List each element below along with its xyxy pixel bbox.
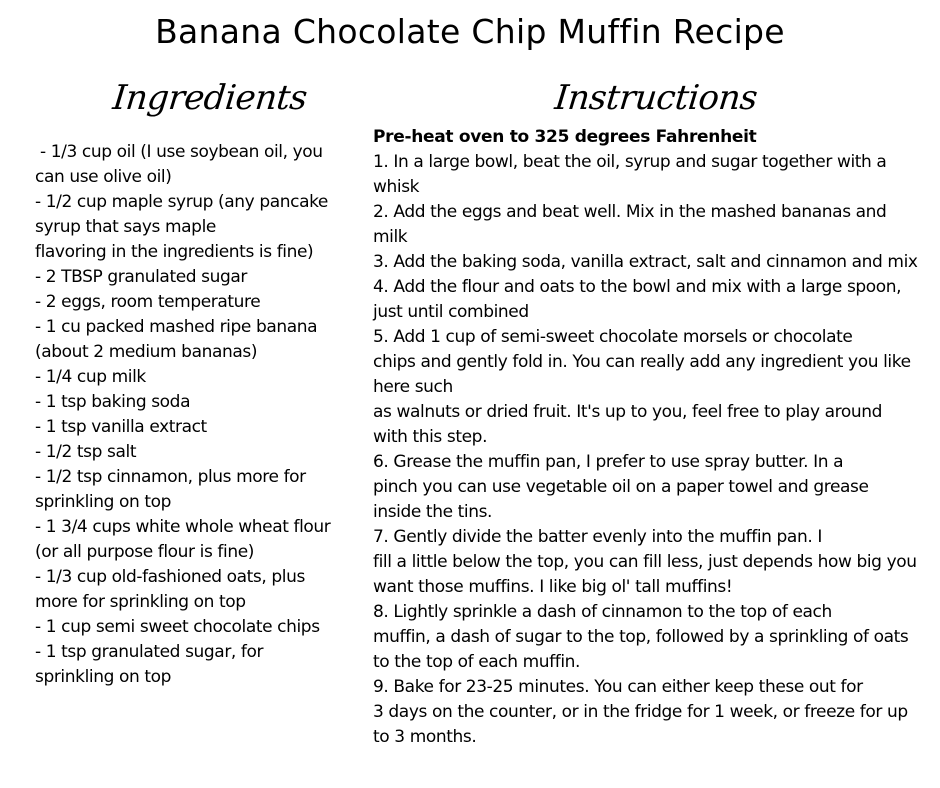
instruction-line: 9. Bake for 23-25 minutes. You can either keep these out for (373, 677, 863, 697)
instruction-line: to the top of each muffin. (373, 652, 581, 672)
ingredient-line: - 1 cu packed mashed ripe banana (35, 317, 318, 337)
instruction-line: chips and gently fold in. You can really add any ingredient you like (373, 352, 911, 372)
instruction-line: 3. Add the baking soda, vanilla extract, salt and cinnamon and mix (373, 252, 918, 272)
ingredient-line: sprinkling on top (35, 667, 172, 687)
ingredient-line: - 1 tsp baking soda (35, 392, 191, 412)
instruction-line: as walnuts or dried fruit. It's up to you, feel free to play around (373, 402, 882, 422)
instructions-heading: Instructions (552, 78, 760, 118)
instruction-line: here such (373, 377, 453, 397)
ingredient-line: (about 2 medium bananas) (35, 342, 258, 362)
instruction-line: 5. Add 1 cup of semi-sweet chocolate morsels or chocolate (373, 327, 853, 347)
ingredient-line: - 1/3 cup old-fashioned oats, plus (35, 567, 305, 587)
ingredient-line: (or all purpose flour is fine) (35, 542, 254, 562)
ingredient-line: flavoring in the ingredients is fine) (35, 242, 314, 262)
instruction-line: with this step. (373, 427, 488, 447)
ingredients-list (35, 140, 355, 690)
ingredient-line: - 1/2 cup maple syrup (any pancake (35, 192, 328, 212)
ingredient-line: sprinkling on top (35, 492, 172, 512)
instruction-line: just until combined (373, 302, 529, 322)
ingredient-line: - 1 tsp granulated sugar, for (35, 642, 264, 662)
instruction-line: muffin, a dash of sugar to the top, followed by a sprinkling of oats (373, 627, 909, 647)
instruction-line: 4. Add the flour and oats to the bowl and mix with a large spoon, (373, 277, 902, 297)
instruction-line: 3 days on the counter, or in the fridge for 1 week, or freeze for up (373, 702, 908, 722)
ingredient-line: more for sprinkling on top (35, 592, 246, 612)
instruction-line: pinch you can use vegetable oil on a paper towel and grease (373, 477, 869, 497)
instructions-list (373, 125, 933, 750)
ingredient-line: - 1 3/4 cups white whole wheat flour (35, 517, 331, 537)
instruction-line: 1. In a large bowl, beat the oil, syrup and sugar together with a (373, 152, 887, 172)
ingredient-line: - 2 eggs, room temperature (35, 292, 261, 312)
instruction-line: fill a little below the top, you can fill less, just depends how big you (373, 552, 917, 572)
ingredient-line: - 2 TBSP granulated sugar (35, 267, 247, 287)
instruction-line: whisk (373, 177, 420, 197)
instruction-line: want those muffins. I like big ol' tall muffins! (373, 577, 733, 597)
instruction-line: to 3 months. (373, 727, 477, 747)
instruction-line: inside the tins. (373, 502, 493, 522)
ingredient-line: - 1 tsp vanilla extract (35, 417, 207, 437)
ingredient-line: syrup that says maple (35, 217, 216, 237)
ingredient-line: - 1/2 tsp cinnamon, plus more for (35, 467, 306, 487)
ingredient-line: - 1 cup semi sweet chocolate chips (35, 617, 320, 637)
instruction-line: 6. Grease the muffin pan, I prefer to use spray butter. In a (373, 452, 844, 472)
instruction-line: 7. Gently divide the batter evenly into the muffin pan. I (373, 527, 822, 547)
ingredients-heading: Ingredients (110, 78, 309, 118)
preheat-note: Pre-heat oven to 325 degrees Fahrenheit (373, 127, 757, 147)
page-title: Banana Chocolate Chip Muffin Recipe (155, 12, 785, 51)
instruction-line: 2. Add the eggs and beat well. Mix in the mashed bananas and (373, 202, 887, 222)
ingredient-line: - 1/4 cup milk (35, 367, 146, 387)
ingredient-line: - 1/2 tsp salt (35, 442, 137, 462)
instruction-line: 8. Lightly sprinkle a dash of cinnamon to the top of each (373, 602, 832, 622)
ingredient-line: can use olive oil) (35, 167, 172, 187)
instruction-line: milk (373, 227, 408, 247)
ingredient-line: - 1/3 cup oil (I use soybean oil, you (35, 142, 323, 162)
